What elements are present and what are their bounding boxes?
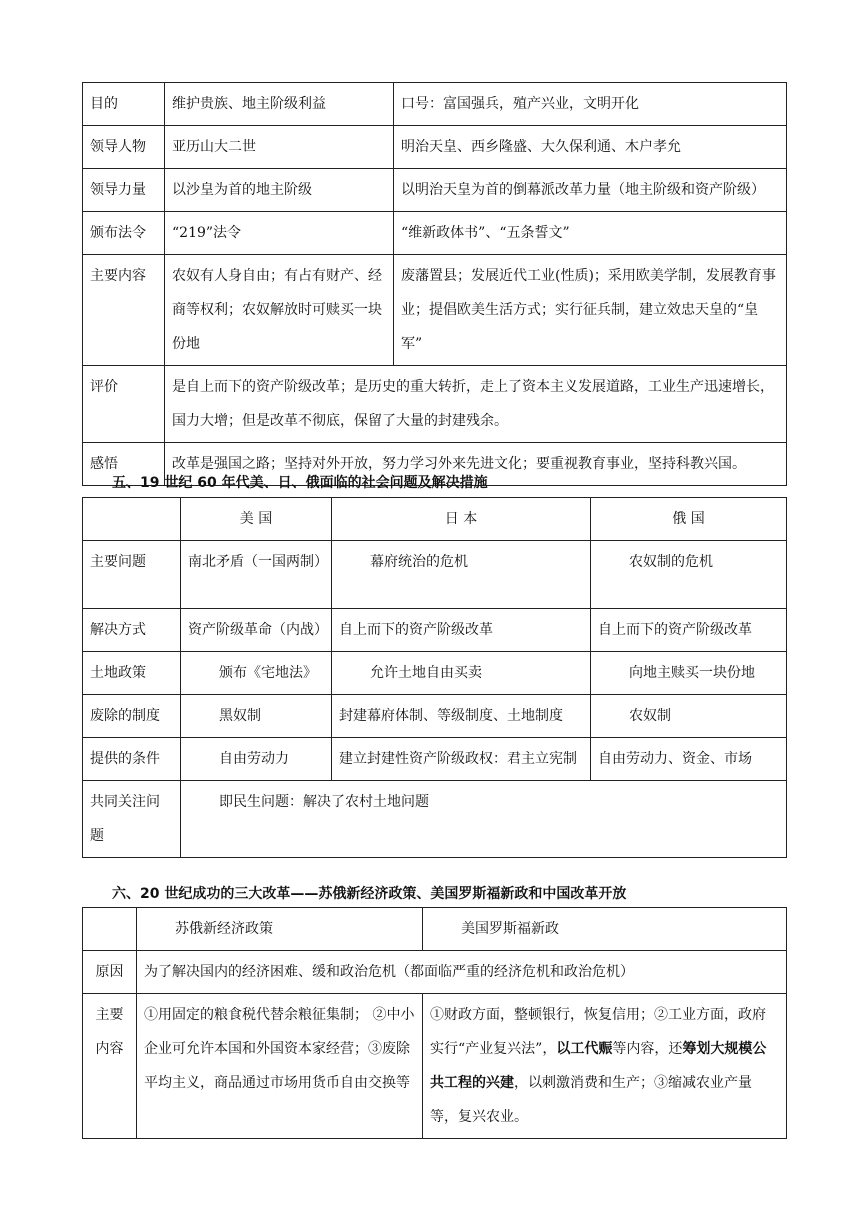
row-label: 主要问题 [83, 541, 181, 609]
table-row [83, 126, 787, 169]
japan-cell: 废藩置县；发展近代工业(性质)；采用欧美学制，发展教育事业；提倡欧美生活方式；实行征兵制，建立效忠天皇的“皇军” [394, 255, 787, 366]
row-label: 主要内容 [83, 255, 165, 366]
header-cell: 美 国 [181, 498, 332, 541]
table-row [83, 951, 787, 994]
table-row [83, 738, 787, 781]
russia-cell: 以沙皇为首的地主阶级 [165, 169, 394, 212]
russia-cell: 农奴有人身自由；有占有财产、经商等权利；农奴解放时可赎买一块份地 [165, 255, 394, 366]
new-deal-bold-text: 筹划大规模公共工程的兴建 [430, 1041, 767, 1091]
row-label: 提供的条件 [83, 738, 181, 781]
russia-cell: 农奴制 [591, 695, 787, 738]
row-label: 解决方式 [83, 609, 181, 652]
new-deal-text: ①财政方面，整顿银行，恢复信用；②工业方面，政府实行“产业复兴法”， [430, 1007, 766, 1057]
russia-cell: 自上而下的资产阶级改革 [591, 609, 787, 652]
russia-cell: 自由劳动力、资金、市场 [591, 738, 787, 781]
reason-cell: 为了解决国内的经济困难、缓和政治危机（都面临严重的经济危机和政治危机） [137, 951, 787, 994]
header-cell: 美国罗斯福新政 [423, 908, 787, 951]
row-label: 废除的制度 [83, 695, 181, 738]
section5-heading: 五、19 世纪 60 年代美、日、俄面临的社会问题及解决措施 [112, 475, 488, 491]
common-issue-cell: 即民生问题：解决了农村土地问题 [181, 781, 787, 858]
japan-cell: 封建幕府体制、等级制度、土地制度 [332, 695, 591, 738]
japan-cell: “维新政体书”、“五条誓文” [394, 212, 787, 255]
new-deal-text: ，以刺激消费和生产；③缩减农业产量等，复兴农业。 [430, 1075, 752, 1125]
russia-cell: “219”法令 [165, 212, 394, 255]
table-row [83, 695, 787, 738]
usa-cell: 南北矛盾（一国两制） [181, 541, 332, 609]
row-label: 目的 [83, 83, 165, 126]
three-reforms-table [82, 907, 787, 1139]
japan-cell: 口号：富国强兵，殖产兴业，文明开化 [394, 83, 787, 126]
usa-cell: 资产阶级革命（内战） [181, 609, 332, 652]
table-row [83, 83, 787, 126]
header-cell [83, 908, 137, 951]
new-deal-cell [423, 994, 787, 1139]
row-label: 土地政策 [83, 652, 181, 695]
table-row [83, 169, 787, 212]
japan-cell: 幕府统治的危机 [332, 541, 591, 609]
table-row [83, 541, 787, 609]
japan-cell: 允许土地自由买卖 [332, 652, 591, 695]
social-problems-table [82, 497, 787, 858]
row-label: 主要内容 [83, 994, 137, 1139]
evaluation-cell: 是自上而下的资产阶级改革；是历史的重大转折，走上了资本主义发展道路，工业生产迅速增长，国力大增；但是改革不彻底，保留了大量的封建残余。 [165, 366, 787, 443]
usa-cell: 黑奴制 [181, 695, 332, 738]
table-row [83, 609, 787, 652]
row-label: 感悟 [83, 443, 165, 486]
table-row [83, 255, 787, 366]
header-cell [83, 498, 181, 541]
japan-cell: 自上而下的资产阶级改革 [332, 609, 591, 652]
japan-cell: 明治天皇、西乡隆盛、大久保利通、木户孝允 [394, 126, 787, 169]
soviet-policy-cell: ①用固定的粮食税代替余粮征集制； ②中小企业可允许本国和外国资本家经营；③废除平均主义，商品通过市场用货币自由交换等 [137, 994, 423, 1139]
new-deal-bold-text: 以工代赈 [556, 1041, 613, 1057]
header-cell: 苏俄新经济政策 [137, 908, 423, 951]
russia-cell: 维护贵族、地主阶级利益 [165, 83, 394, 126]
row-label: 共同关注问题 [83, 781, 181, 858]
usa-cell: 自由劳动力 [181, 738, 332, 781]
insight-cell: 改革是强国之路；坚持对外开放，努力学习外来先进文化；要重视教育事业，坚持科教兴国。 [165, 443, 787, 486]
table-row [83, 781, 787, 858]
japan-cell: 以明治天皇为首的倒幕派改革力量（地主阶级和资产阶级） [394, 169, 787, 212]
table-row [83, 366, 787, 443]
russia-cell: 亚历山大二世 [165, 126, 394, 169]
usa-cell: 颁布《宅地法》 [181, 652, 332, 695]
row-label: 颁布法令 [83, 212, 165, 255]
row-label: 评价 [83, 366, 165, 443]
table-row [83, 652, 787, 695]
header-cell: 日 本 [332, 498, 591, 541]
russia-cell: 农奴制的危机 [591, 541, 787, 609]
table-header-row [83, 908, 787, 951]
reform-comparison-table [82, 82, 787, 486]
row-label: 领导人物 [83, 126, 165, 169]
table-row [83, 994, 787, 1139]
table-header-row [83, 498, 787, 541]
row-label: 原因 [83, 951, 137, 994]
header-cell: 俄 国 [591, 498, 787, 541]
russia-cell: 向地主赎买一块份地 [591, 652, 787, 695]
row-label: 领导力量 [83, 169, 165, 212]
japan-cell: 建立封建性资产阶级政权：君主立宪制 [332, 738, 591, 781]
new-deal-text: 等内容，还 [612, 1041, 683, 1057]
section6-heading: 六、20 世纪成功的三大改革——苏俄新经济政策、美国罗斯福新政和中国改革开放 [112, 886, 627, 902]
table-row [83, 212, 787, 255]
